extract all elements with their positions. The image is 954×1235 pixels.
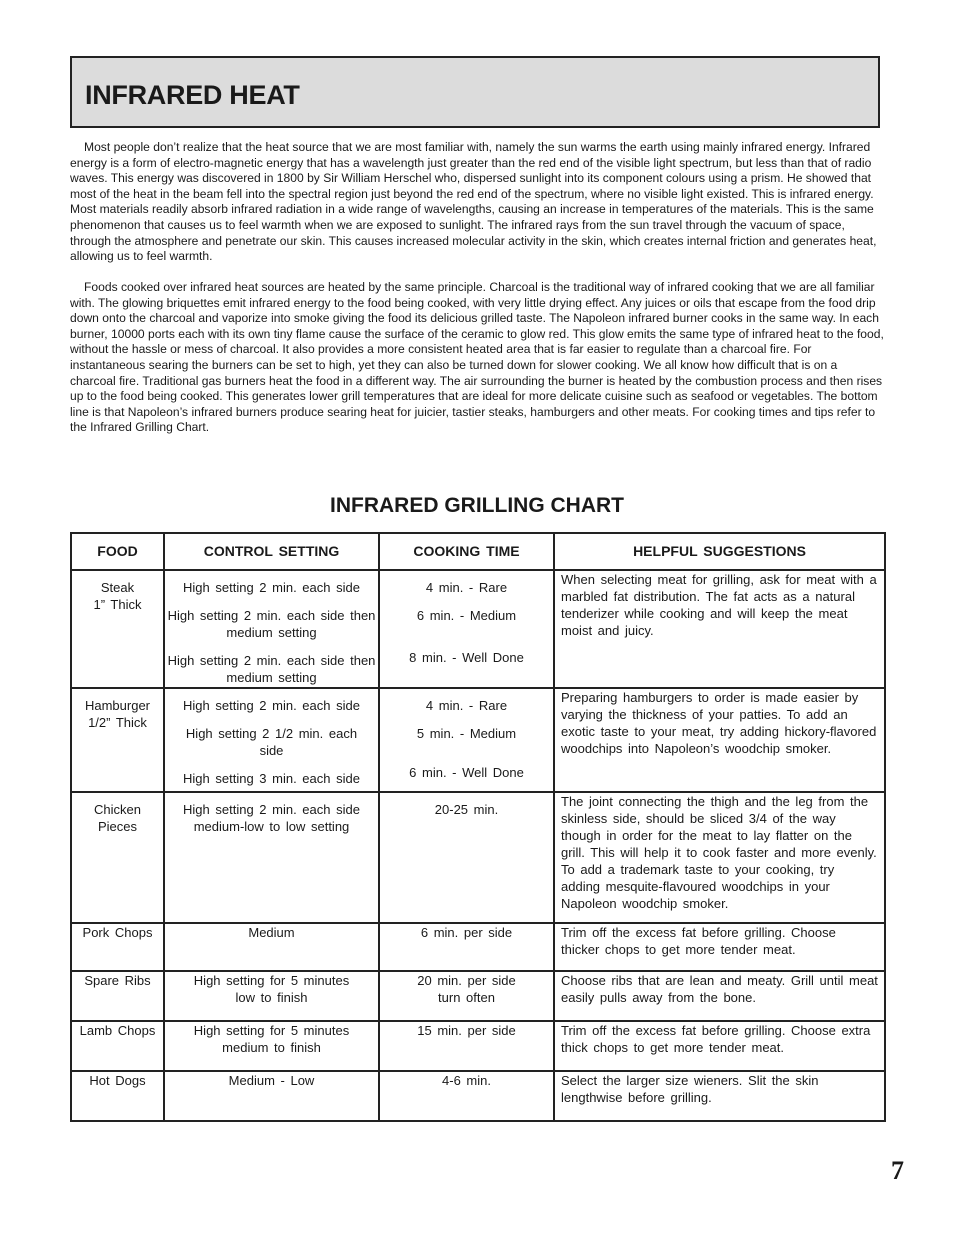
time-value: 8 min. - Well Done [409,650,524,665]
suggestion-cell: Trim off the excess fat before grilling. Choose thicker chops to get more tender meat. [554,923,885,971]
header-helpful-suggestions: HELPFUL SUGGESTIONS [554,533,885,570]
food-cell [71,1021,164,1071]
control-value: medium-low to low setting [193,819,350,834]
suggestion-cell: Preparing hamburgers to order is made easier by varying the thickness of your patties. To add an exotic taste to your meat, try adding hickory-flavored woodchips into Napoleon’s woodchip smoker. [554,688,885,792]
time-cell [379,923,554,971]
time-value: 15 min. per side [417,1023,516,1038]
control-value: High setting 3 min. each side [183,771,360,786]
table-row [71,923,885,971]
control-value: High setting 2 1/2 min. each side [185,726,358,758]
control-cell [164,923,379,971]
time-value: 6 min. - Medium [416,608,517,623]
time-value: 6 min. per side [420,925,513,940]
control-value: Medium [248,925,295,940]
page-title: INFRARED HEAT [85,80,300,110]
food-cell [71,923,164,971]
time-cell [379,688,554,792]
time-value: 4 min. - Rare [425,580,508,595]
food-cell [71,792,164,923]
time-value: 4 min. - Rare [425,698,508,713]
food-name: Spare Ribs [84,973,151,988]
control-value: High setting 2 min. each side [183,698,360,713]
food-cell [71,971,164,1021]
control-cell [164,971,379,1021]
control-value: low to finish [235,990,308,1005]
food-name: Chicken [94,802,141,817]
time-cell [379,792,554,923]
food-name: Steak [100,580,135,595]
control-value: High setting 2 min. each side then medium setting [167,653,376,685]
page-number: 7 [891,1156,904,1185]
table-row [71,1071,885,1121]
control-value: High setting 2 min. each side [183,802,360,817]
time-cell [379,971,554,1021]
body-paragraph: Foods cooked over infrared heat sources are heated by the same principle. Charcoal is the traditional way of infrared cooking that we are all familiar with. The glowing briquettes emit infrared energy to the food being cooked, with very little drying effect. Any juices or oils that escape from the food drip down onto the charcoal and vaporize into smoke giving the food its delicious grilled taste. The Napoleon infrared burner cooks in the same way. In each burner, 10000 ports each with its own tiny flame cause the surface of the ceramic to glow red. This glow emits the same type of infrared heat to the food, without the hassle or mess of charcoal. It also provides a more consistent heated area that is far easier to regulate than a charcoal fire. For instantaneous searing the burners can be set to high, yet they can also be turned down for slower cooking. We all know how difficult that is on a charcoal fire. Traditional gas burners heat the food in a different way. The air surrounding the burner is heated by the combustion process and then rises up to the food being cooked. This generates lower grill temperatures that are ideal for more delicate cuisine such as seafood or vegetables. The bottom line is that Napoleon’s infrared burners produce searing heat for juicier, tastier steaks, hamburgers and other meats. For cooking times and tips refer to the Infrared Grilling Chart. [70,280,884,435]
time-value: 20 min. per side [417,973,516,988]
control-cell [164,570,379,688]
suggestion-cell: When selecting meat for grilling, ask for meat with a marbled fat distribution. The fat acts as a natural tenderizer while cooking and will keep the meat moist and juicy. [554,570,885,688]
header-control-setting: CONTROL SETTING [164,533,379,570]
time-cell [379,1071,554,1121]
suggestion-cell: The joint connecting the thigh and the leg from the skinless side, should be sliced 3/4 of the way though in order for the meat to lay flatter on the grill. This will help it to cook faster and more evenly. To add a trademark taste to your cooking, try adding mesquite-flavoured woodchips in your Napoleon woodchip smoker. [554,792,885,923]
food-cell [71,1071,164,1121]
table-row [71,570,885,688]
header-cooking-time: COOKING TIME [379,533,554,570]
time-cell [379,1021,554,1071]
food-cell [71,688,164,792]
chart-title: INFRARED GRILLING CHART [330,494,624,517]
food-detail: 1” Thick [93,597,142,612]
table-row [71,688,885,792]
food-name: Hot Dogs [89,1073,146,1088]
control-cell [164,792,379,923]
table-row [71,971,885,1021]
table-row [71,792,885,923]
suggestion-cell: Trim off the excess fat before grilling. Choose extra thick chops to get more tender meat. [554,1021,885,1071]
table-header-row [71,533,885,570]
control-cell [164,1021,379,1071]
food-cell [71,570,164,688]
suggestion-cell: Choose ribs that are lean and meaty. Grill until meat easily pulls away from the bone. [554,971,885,1021]
grilling-chart-table [70,532,886,1122]
title-banner [70,56,880,128]
time-value: 4-6 min. [442,1073,491,1088]
control-value: High setting for 5 minutes [193,973,350,988]
control-value: High setting for 5 minutes [193,1023,350,1038]
food-detail: 1/2” Thick [88,715,147,730]
food-name: Pork Chops [82,925,153,940]
time-value: 5 min. - Medium [416,726,517,741]
food-detail: Pieces [97,819,138,834]
control-value: High setting 2 min. each side then medium setting [167,608,376,640]
time-value: 6 min. - Well Done [409,765,524,780]
time-value: 20-25 min. [434,802,499,817]
control-cell [164,1071,379,1121]
food-name: Hamburger [84,698,151,713]
intro-paragraph: Most people don’t realize that the heat source that we are most familiar with, namely the sun warms the earth using mainly infrared energy. Infrared energy is a form of electro-magnetic energy that has a wavelength just greater than the red end of the visible light spectrum, but less than that of radio waves. This energy was discovered in 1800 by Sir William Herschel who, dispersed sunlight into its component colours using a prism. He showed that most of the heat in the beam fell into the spectral region just beyond the red end of the spectrum, where no visible light existed. This is infrared energy. Most materials readily absorb infrared radiation in a wide range of wavelengths, causing an increase in temperatures of the materials. This is the same phenomenon that causes us to feel warmth when we are exposed to sunlight. The infrared rays from the sun travel through the vacuum of space, through the atmosphere and penetrate our skin. This causes increased molecular activity in the skin, which creates internal friction and generates heat, allowing us to feel warmth. [70,140,877,264]
suggestion-cell: Select the larger size wieners. Slit the skin lengthwise before grilling. [554,1071,885,1121]
header-food: FOOD [71,533,164,570]
food-name: Lamb Chops [79,1023,156,1038]
control-value: medium to finish [222,1040,321,1055]
time-cell [379,570,554,688]
time-value: turn often [438,990,495,1005]
control-value: High setting 2 min. each side [183,580,360,595]
control-cell [164,688,379,792]
control-value: Medium - Low [228,1073,315,1088]
table-row [71,1021,885,1071]
